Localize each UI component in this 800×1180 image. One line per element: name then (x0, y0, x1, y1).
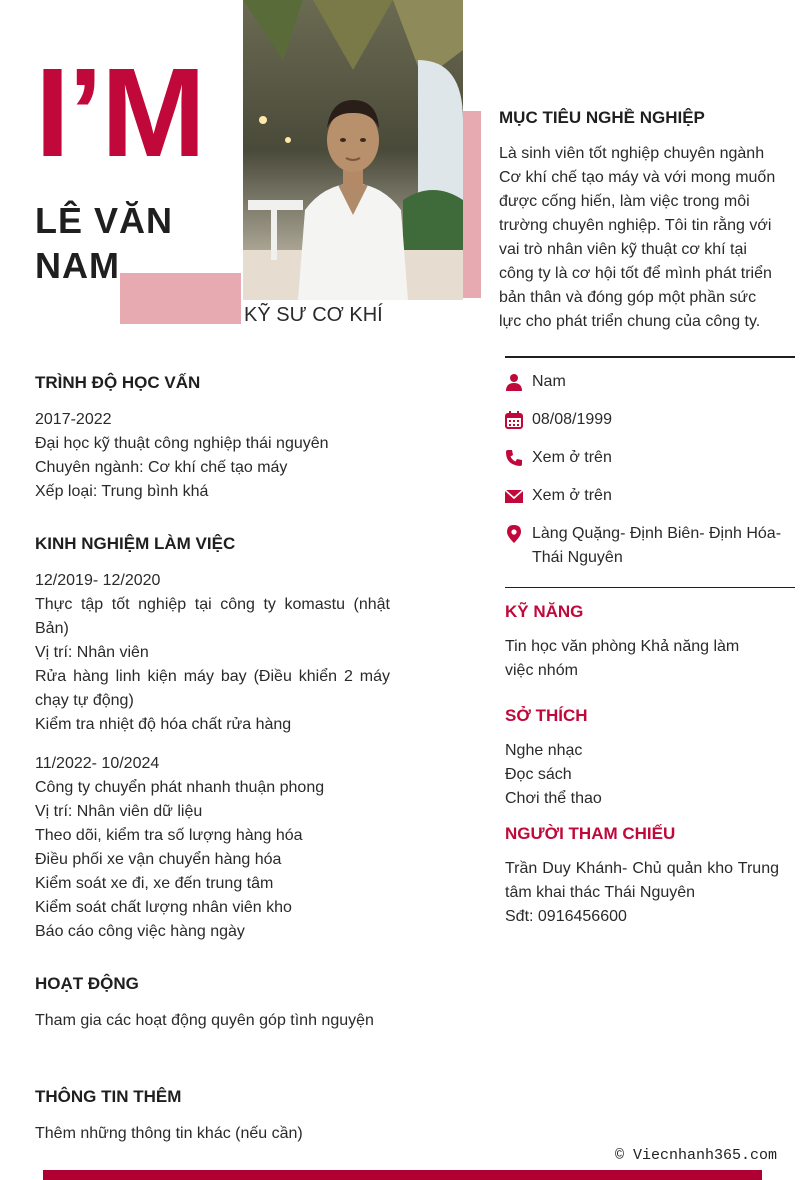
job-period: 12/2019- 12/2020 (35, 572, 161, 589)
job-line: Theo dõi, kiểm tra số lượng hàng hóa (35, 827, 303, 844)
references-text: Trần Duy Khánh- Chủ quản kho Trung tâm khai thác Thái Nguyên (505, 860, 779, 901)
education-block (35, 408, 390, 504)
decorative-pink-stripe (463, 111, 481, 298)
experience-heading: KINH NGHIỆM LÀM VIỆC (35, 534, 236, 553)
education-line: Đại học kỹ thuật công nghiệp thái nguyên (35, 435, 329, 452)
objective-text: Là sinh viên tốt nghiệp chuyên ngành Cơ khí chế tạo máy và với mong muốn được cống hiến, làm việc trong môi trường chuyên nghiệp. Tôi tin rằng với vai trò nhân viên kỹ thuật cơ khí tại công ty là cơ hội tốt để mình phát triển bản thân và đóng góp một phần sức lực cho phát triển chung của công ty. (499, 145, 776, 330)
education-line: Chuyên ngành: Cơ khí chế tạo máy (35, 459, 288, 476)
contact-birthday (505, 408, 785, 432)
calendar-icon (505, 411, 523, 429)
contact-address (505, 522, 785, 570)
job-line: Báo cáo công việc hàng ngày (35, 923, 245, 940)
experience-job-2 (35, 752, 390, 944)
job-line: Kiểm soát xe đi, xe đến trung tâm (35, 875, 274, 892)
profile-photo-illustration (243, 0, 463, 300)
divider (505, 587, 795, 588)
education-line: Xếp loại: Trung bình khá (35, 483, 209, 500)
contact-email (505, 484, 785, 508)
objective-heading: MỤC TIÊU NGHỀ NGHIỆP (499, 108, 705, 127)
contact-gender-text: Nam (532, 373, 566, 390)
candidate-name: LÊ VĂN NAM (35, 200, 174, 286)
job-period: 11/2022- 10/2024 (35, 755, 160, 772)
hobbies-heading: SỞ THÍCH (505, 706, 588, 725)
education-heading: TRÌNH ĐỘ HỌC VẤN (35, 373, 201, 392)
skills-heading: KỸ NĂNG (505, 602, 584, 621)
divider (505, 356, 795, 358)
extra-info-heading: THÔNG TIN THÊM (35, 1087, 182, 1106)
contact-gender (505, 370, 785, 394)
job-line: Vị trí: Nhân viên (35, 644, 149, 661)
hobby-item: Đọc sách (505, 766, 572, 783)
references-heading: NGƯỜI THAM CHIẾU (505, 824, 676, 843)
extra-info-text: Thêm những thông tin khác (nếu cần) (35, 1125, 303, 1142)
decorative-pink-block (120, 273, 241, 324)
location-pin-icon (505, 525, 523, 543)
person-icon (505, 373, 523, 391)
contact-email-text[interactable]: Xem ở trên (532, 487, 612, 504)
contact-address-text: Làng Quặng- Định Biên- Định Hóa- Thái Nguyên (532, 525, 782, 566)
copyright: © Viecnhanh365.com (614, 1147, 777, 1164)
experience-job-1 (35, 569, 390, 737)
job-title: KỸ SƯ CƠ KHÍ (244, 304, 383, 326)
job-line: Rửa hàng linh kiện máy bay (Điều khiển 2 máy chạy tự động) (35, 668, 390, 709)
contact-phone-text[interactable]: Xem ở trên (532, 449, 612, 466)
skills-text: Tin học văn phòng Khả năng làm việc nhóm (505, 638, 740, 679)
references-phone: Sđt: 0916456600 (505, 908, 627, 925)
activities-heading: HOẠT ĐỘNG (35, 974, 139, 993)
phone-icon (505, 449, 523, 467)
job-line: Điều phối xe vận chuyển hàng hóa (35, 851, 282, 868)
footer-bar (43, 1170, 762, 1180)
job-line: Thực tập tốt nghiệp tại công ty komastu (nhật Bản) (35, 596, 390, 637)
hobby-item: Chơi thể thao (505, 790, 602, 807)
contact-birthday-text: 08/08/1999 (532, 411, 613, 428)
job-line: Công ty chuyển phát nhanh thuận phong (35, 779, 325, 796)
activities-text: Tham gia các hoạt động quyên góp tình nguyện (35, 1012, 374, 1029)
job-line: Kiểm tra nhiệt độ hóa chất rửa hàng (35, 716, 292, 733)
mail-icon (505, 487, 523, 505)
job-line: Kiểm soát chất lượng nhân viên kho (35, 899, 292, 916)
im-logo: I’M (35, 42, 204, 183)
profile-photo (243, 0, 463, 300)
education-line: 2017-2022 (35, 411, 112, 428)
job-line: Vị trí: Nhân viên dữ liệu (35, 803, 203, 820)
contact-phone (505, 446, 785, 470)
hobbies-list (505, 739, 779, 811)
hobby-item: Nghe nhạc (505, 742, 583, 759)
